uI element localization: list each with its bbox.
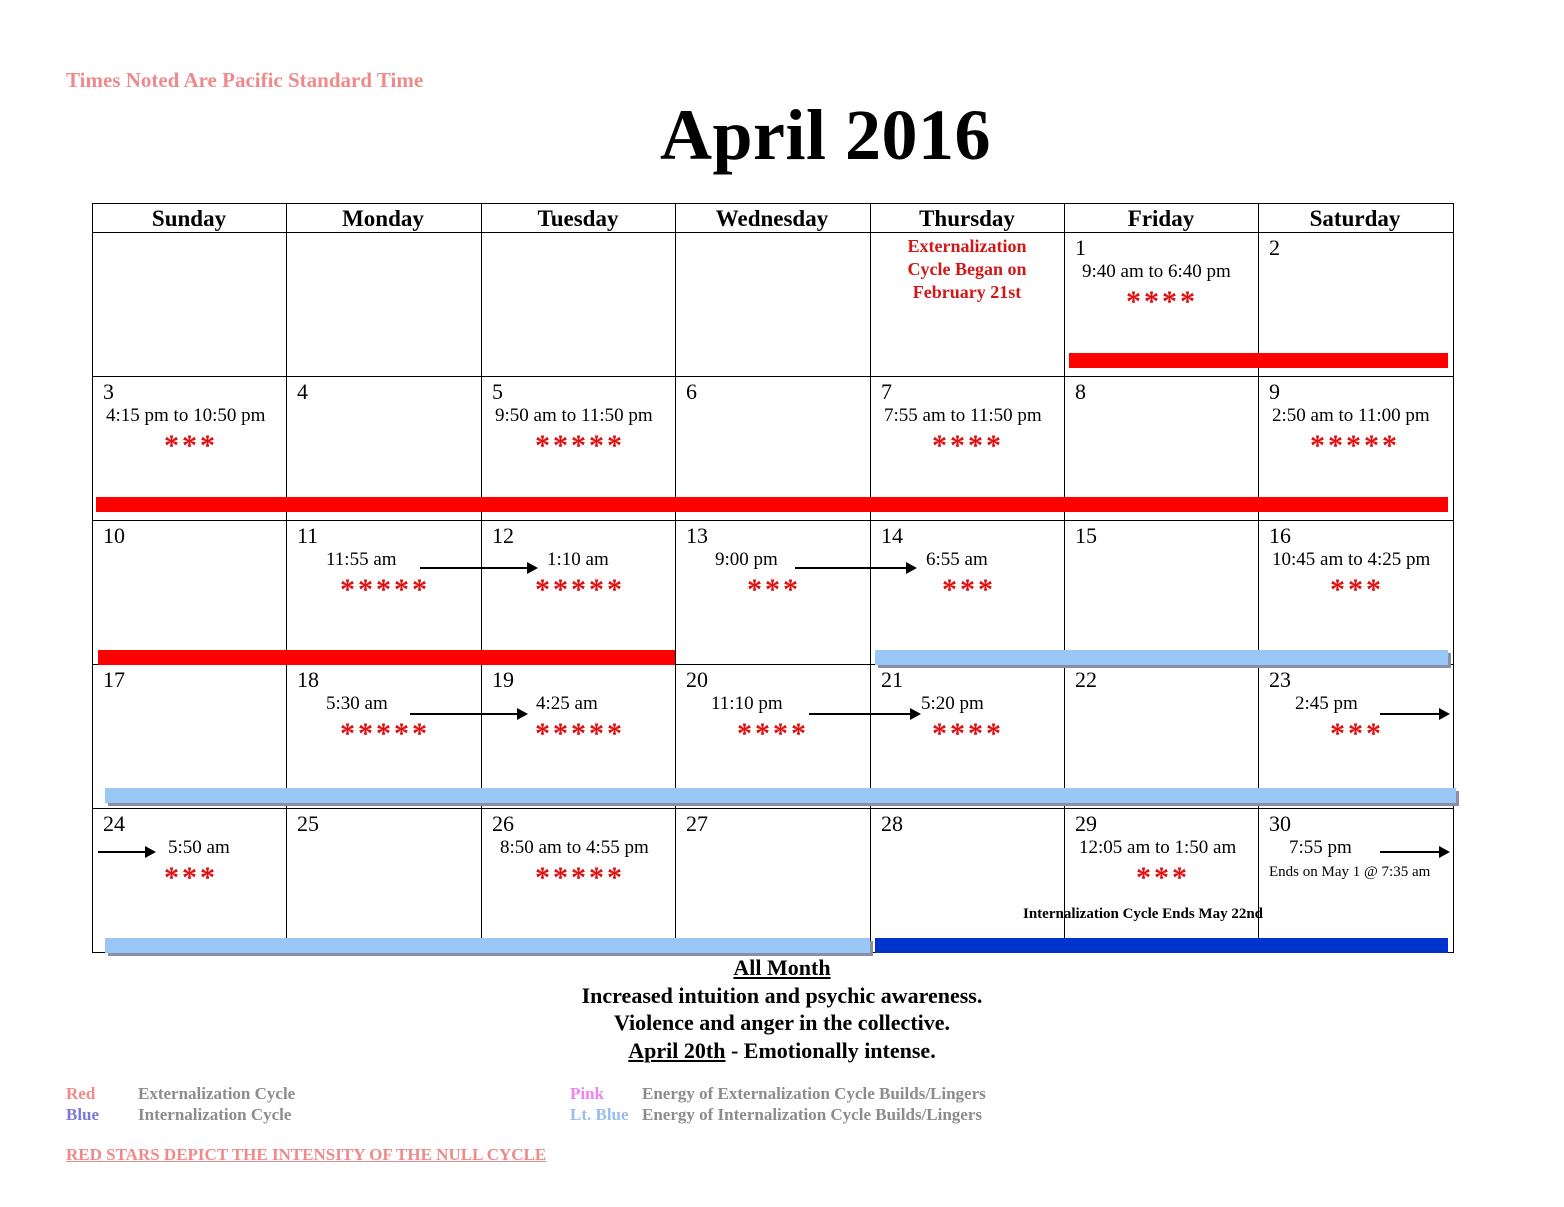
day-number: 30 (1269, 811, 1291, 836)
day-number: 24 (103, 811, 125, 836)
intensity-stars: **** (1126, 285, 1198, 318)
null-time: 10:45 am to 4:25 pm (1272, 549, 1431, 570)
null-end-time: 1:10 am (547, 549, 609, 570)
externalization-bar (1069, 353, 1448, 368)
intensity-stars: ***** (1310, 429, 1400, 462)
day-number: 10 (103, 523, 125, 548)
continuation-arrow (98, 851, 154, 853)
summary-line: Violence and anger in the collective. (613, 1010, 951, 1035)
continuation-arrow (809, 713, 919, 715)
day-number: 12 (492, 523, 514, 548)
day-number: 15 (1075, 523, 1097, 548)
internalization-energy-bar (875, 650, 1448, 665)
legend-item-pink (570, 1083, 986, 1104)
day-number: 26 (492, 811, 514, 836)
day-cell (870, 809, 1064, 953)
legend-value: Internalization Cycle (138, 1105, 292, 1124)
day-number: 28 (881, 811, 903, 836)
null-time: 7:55 am to 11:50 pm (884, 405, 1042, 426)
null-start-time: 5:30 am (326, 693, 388, 714)
day-number: 1 (1075, 235, 1086, 260)
legend-key: Red (66, 1084, 96, 1103)
intensity-stars: ***** (535, 717, 625, 750)
weekday-header-thursday: Thursday (919, 206, 1015, 231)
legend-item-ltblue (570, 1104, 986, 1125)
day-number: 7 (881, 379, 892, 404)
intensity-stars: ***** (535, 429, 625, 462)
weekday-header-tuesday: Tuesday (537, 206, 619, 231)
null-end-time: 6:55 am (926, 549, 988, 570)
internalization-end-note: Internalization Cycle Ends May 22nd (1023, 906, 1264, 922)
null-end-note: Ends on May 1 @ 7:35 am (1269, 864, 1431, 880)
day-number: 16 (1269, 523, 1291, 548)
day-cell (1064, 809, 1258, 953)
summary-line (0, 1037, 1564, 1065)
day-number: 21 (881, 667, 903, 692)
intensity-stars: **** (737, 717, 809, 750)
day-cell (870, 521, 1064, 665)
weekday-header-sunday: Sunday (151, 206, 227, 231)
continuation-arrow (1380, 713, 1448, 715)
day-cell (1258, 809, 1452, 953)
summary-date-text: - Emotionally intense. (725, 1037, 936, 1063)
legend-key: Lt. Blue (570, 1105, 629, 1124)
null-end-time: 5:50 am (168, 837, 230, 858)
intensity-stars: ***** (340, 717, 430, 750)
day-number: 3 (103, 379, 114, 404)
day-number: 14 (881, 523, 903, 548)
externalization-began-note: Externalization Cycle Began on February 21st (907, 236, 1027, 302)
day-number: 22 (1075, 667, 1097, 692)
day-cell (481, 809, 675, 953)
continuation-arrow (1380, 851, 1448, 853)
internalization-energy-bar (105, 938, 870, 953)
calendar-grid (92, 203, 1454, 953)
intensity-stars: *** (164, 861, 218, 894)
null-end-time: 4:25 am (536, 693, 598, 714)
intensity-stars: *** (1136, 861, 1190, 894)
null-time: 9:50 am to 11:50 pm (495, 405, 653, 426)
continuation-arrow (420, 567, 536, 569)
day-number: 19 (492, 667, 514, 692)
legend-value: Energy of Internalization Cycle Builds/Lingers (642, 1105, 982, 1124)
day-cell (92, 521, 286, 665)
legend-left (66, 1083, 295, 1125)
day-number: 2 (1269, 235, 1280, 260)
null-start-time: 7:55 pm (1289, 837, 1352, 858)
null-start-time: 2:45 pm (1295, 693, 1358, 714)
intensity-stars: *** (1330, 717, 1384, 750)
day-number: 23 (1269, 667, 1291, 692)
null-start-time: 11:55 am (326, 549, 397, 570)
day-cell (481, 521, 675, 665)
day-number: 17 (103, 667, 125, 692)
continuation-arrow (410, 713, 526, 715)
internalization-bar (875, 938, 1448, 953)
intensity-stars: *** (747, 573, 801, 606)
externalization-bar (96, 497, 1448, 512)
day-cell (286, 521, 480, 665)
summary-line: Increased intuition and psychic awareness. (581, 982, 983, 1008)
intensity-stars: ***** (535, 861, 625, 894)
intensity-stars: **** (932, 429, 1004, 462)
day-cell (675, 521, 869, 665)
weekday-header-monday: Monday (342, 206, 424, 231)
day-number: 4 (297, 379, 308, 404)
day-number: 18 (297, 667, 319, 692)
intensity-stars: ***** (535, 573, 625, 606)
null-end-time: 5:20 pm (921, 693, 984, 714)
continuation-arrow (795, 567, 915, 569)
externalization-bar (98, 650, 675, 665)
internalization-energy-bar (105, 788, 1456, 803)
legend-value: Externalization Cycle (138, 1084, 296, 1103)
null-start-time: 11:10 pm (711, 693, 783, 714)
null-time: 9:40 am to 6:40 pm (1082, 261, 1231, 282)
footer-note: RED STARS DEPICT THE INTENSITY OF THE NULL CYCLE (66, 1145, 547, 1164)
intensity-stars: **** (932, 717, 1004, 750)
grid-line (1453, 203, 1454, 953)
summary-heading: All Month (733, 955, 831, 980)
month-summary (0, 954, 1564, 1064)
day-cell (1258, 521, 1452, 665)
day-cell (92, 809, 286, 953)
day-number: 29 (1075, 811, 1097, 836)
null-time: 8:50 am to 4:55 pm (500, 837, 649, 858)
day-number: 9 (1269, 379, 1280, 404)
timezone-note: Times Noted Are Pacific Standard Time (66, 68, 424, 92)
day-number: 27 (686, 811, 708, 836)
legend-key: Blue (66, 1105, 100, 1124)
weekday-header-friday: Friday (1127, 206, 1195, 231)
day-number: 5 (492, 379, 503, 404)
day-number: 25 (297, 811, 319, 836)
summary-date: April 20th (628, 1037, 726, 1063)
legend-key: Pink (570, 1084, 605, 1103)
null-time: 12:05 am to 1:50 am (1079, 837, 1237, 858)
day-cell (1064, 521, 1258, 665)
intensity-stars: *** (1330, 573, 1384, 606)
page-title: April 2016 (660, 95, 992, 175)
legend-item-red (66, 1083, 295, 1104)
day-number: 6 (686, 379, 697, 404)
legend-item-blue (66, 1104, 295, 1125)
weekday-header-saturday: Saturday (1309, 206, 1401, 231)
legend-right (570, 1083, 986, 1125)
day-cell (675, 809, 869, 953)
legend-value: Energy of Externalization Cycle Builds/Lingers (642, 1084, 986, 1103)
day-cell (286, 809, 480, 953)
intensity-stars: *** (164, 429, 218, 462)
weekday-header-wednesday: Wednesday (715, 206, 829, 231)
null-time: 4:15 pm to 10:50 pm (106, 405, 266, 426)
day-number: 13 (686, 523, 708, 548)
intensity-stars: ***** (340, 573, 430, 606)
intensity-stars: *** (942, 573, 996, 606)
day-number: 20 (686, 667, 708, 692)
null-time: 2:50 am to 11:00 pm (1272, 405, 1430, 426)
null-start-time: 9:00 pm (715, 549, 778, 570)
day-number: 8 (1075, 379, 1086, 404)
day-number: 11 (297, 523, 319, 548)
